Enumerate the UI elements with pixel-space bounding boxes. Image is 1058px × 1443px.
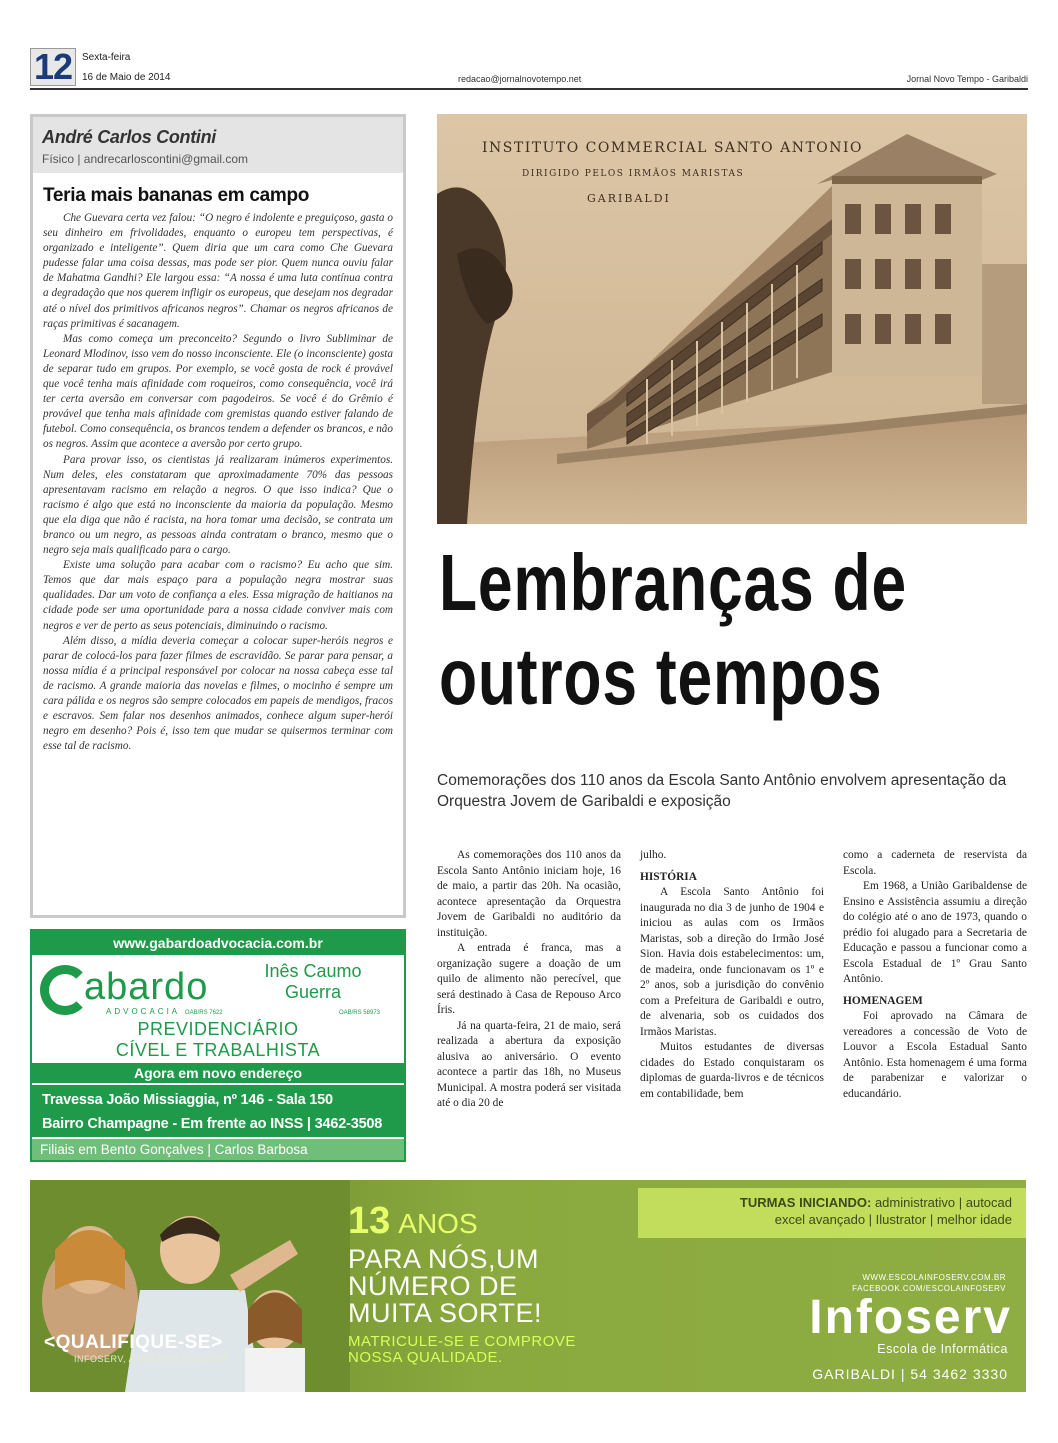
gabardo-area-line2: CÍVEL E TRABALHISTA bbox=[115, 1040, 321, 1060]
gabardo-lawyer bbox=[238, 961, 388, 1024]
article-paragraph: A entrada é franca, mas a organização sugere a doação de um quilo de alimento não perecível, que será destinado à Casa de Repouso Arco Íris. bbox=[437, 942, 621, 1016]
infoserv-courses-line1: administrativo | autocad bbox=[874, 1195, 1012, 1210]
author-name: André Carlos Contini bbox=[42, 127, 217, 147]
gabardo-lawyer-line2: Guerra bbox=[284, 982, 342, 1002]
photo-sign-line1: INSTITUTO COMMERCIAL SANTO ANTONIO bbox=[482, 140, 864, 156]
page-number: 12 bbox=[30, 48, 76, 86]
gabardo-address-line1: Travessa João Missiaggia, nº 146 - Sala 150 bbox=[42, 1092, 333, 1108]
author-role: Físico | andrecarloscontini@gmail.com bbox=[42, 152, 249, 166]
column-title: Teria mais bananas em campo bbox=[43, 185, 310, 206]
article-column-2 bbox=[640, 848, 824, 1102]
gabardo-branches: Filiais em Bento Gonçalves | Carlos Barbosa bbox=[32, 1139, 404, 1160]
infoserv-anniversary bbox=[348, 1200, 478, 1243]
column-body bbox=[33, 207, 403, 754]
gabardo-practice-areas bbox=[32, 1019, 404, 1061]
infoserv-facebook[interactable]: FACEBOOK.COM/ESCOLAINFOSERV bbox=[852, 1284, 1006, 1293]
infoserv-years-number: 13 bbox=[348, 1200, 391, 1242]
gabardo-address bbox=[32, 1085, 404, 1137]
infoserv-matricule bbox=[348, 1334, 576, 1366]
headline-line2: outros tempos bbox=[439, 632, 883, 721]
article-paragraph: Já na quarta-feira, 21 de maio, será realizada a abertura da exposição alusiva ao aniversário. O evento acontece a partir das 18h, no Museus Municipal. A mostra poderá ser visitada até o dia 20 de bbox=[437, 1019, 621, 1109]
column-paragraph: Che Guevara certa vez falou: “O negro é indolente e preguiçoso, gasta o seu dinheiro em frivolidades, enquanto o europeu tem perspectivas, é organizado e inteligente”. Quem diria que um cara como Che Guevara pudesse falar uma coisa dessas, mas pode ser pior. Quem nunca ouviu falar de Mahatma Gandhi? Ele largou essa: “A nossa é uma luta contínua contra a degradação que nos querem infligir os europeus, que desejam nos degradar até o nível dos primitivos africanos negros”. Chamar os negros africanos de raças primitivas é sacanagem. bbox=[43, 212, 393, 330]
column-paragraph: Além disso, a mídia deveria começar a colocar super-heróis negros e parar de colocá-los para fazer filmes de escravidão. Se parar para pensar, a nossa mídia é a principal responsável por colocar na nossa cabeça esse tal de racismo. A grande maioria das novelas e filmes, o mocinho é sempre um cara pálida e os negros são sempre colocados em papeis de mendigos, fracos e escravos. Sem falar nos desenhos animados, conhece algum super-herói negro em desenho? Pois é, isso tem que mudar se quisermos terminar com esse tal de racismo. bbox=[43, 634, 393, 753]
gabardo-logo-sub: ADVOCACIA OAB/RS 7622 bbox=[106, 1007, 223, 1016]
historic-school-photo bbox=[437, 114, 1027, 524]
infoserv-courses-box bbox=[638, 1188, 1026, 1238]
header-email[interactable]: redacao@jornalnovotempo.net bbox=[458, 74, 582, 84]
gabardo-area-line1: PREVIDENCIÁRIO bbox=[137, 1019, 299, 1039]
infoserv-courses-line2: excel avançado | Ilustrator | melhor idade bbox=[774, 1212, 1012, 1227]
column-paragraph: Existe uma solução para acabar com o racismo? Eu acho que sim. Temos que dar mais espaço para a população negra mostrar suas qualidades. Dar um voto de confiança a eles. Essa migração de haitianos na cidade pode ser uma oportunidade para a nossa cidade conviver mais com negros e ver de perto as seus potenciais, diminuindo o racismo. bbox=[43, 559, 393, 632]
article-paragraph: Em 1968, a União Garibaldense de Ensino e Assistência assumiu a direção do colégio até o ano de 1973, quando o prédio foi alugado para a Secretaria de Educação e passou a funcionar como a Escola Estadual de 1º Grau Santo Antônio. bbox=[843, 880, 1027, 985]
infoserv-years-word: ANOS bbox=[398, 1208, 478, 1239]
section-heading-historia: HISTÓRIA bbox=[640, 870, 697, 883]
gabardo-new-address-label: Agora em novo endereço bbox=[32, 1063, 404, 1083]
infoserv-tagline: Escola de Informática bbox=[877, 1342, 1008, 1356]
article-headline bbox=[439, 536, 907, 724]
article-column-1 bbox=[437, 848, 621, 1112]
infoserv-qualifique-sub: INFOSERV, A MELHOR ESCOLHA bbox=[74, 1354, 229, 1364]
gabardo-advertisement[interactable] bbox=[30, 929, 406, 1162]
article-paragraph: As comemorações dos 110 anos da Escola Santo Antônio iniciam hoje, 16 de maio, a partir das 20h. Na ocasião, acontece apresentação da Orquestra Jovem de Garibaldi no auditório da instituição. bbox=[437, 849, 621, 939]
infoserv-matricule-line2: NOSSA QUALIDADE. bbox=[348, 1349, 503, 1366]
header-rule bbox=[30, 88, 1028, 90]
photo-sign-line2: DIRIGIDO PELOS IRMÃOS MARISTAS bbox=[522, 169, 745, 179]
header-weekday: Sexta-feira bbox=[82, 52, 131, 63]
gabardo-address-line2: Bairro Champagne - Em frente ao INSS | 3462-3508 bbox=[42, 1116, 383, 1132]
author-bar bbox=[33, 117, 403, 173]
gabardo-g-icon bbox=[40, 965, 90, 1015]
article-subhead: Comemorações dos 110 anos da Escola Santo Antônio envolvem apresentação da Orquestra Jovem de Garibaldi e exposição bbox=[437, 772, 1007, 810]
column-paragraph: Para provar isso, os cientistas já realizaram inúmeros experimentos. Num deles, eles constataram que aproximadamente 70% das pessoas apresentavam racismo em relação a negros. O que isso indica? Que o racismo é algo que está no inconsciente da maioria da população. Mesmo que ela diga que não é racista, na hora tomar uma decisão, se contrata um branco ou um negro, as pessoas ainda contratam o branco, mesmo que o negro seja mais qualificado para o cargo. bbox=[43, 453, 393, 557]
school-building-illustration bbox=[437, 114, 1027, 524]
infoserv-matricule-line1: MATRICULE-SE E COMPROVE bbox=[348, 1333, 576, 1350]
article-column-3 bbox=[843, 848, 1027, 1102]
gabardo-oab-right: OAB/RS 58973 bbox=[338, 1010, 380, 1016]
page-header bbox=[30, 48, 1028, 90]
article-paragraph: Muitos estudantes de diversas cidades do Estado conquistaram os diplomas de guarda-livros e de técnicos em contabilidade, bem bbox=[640, 1041, 824, 1100]
infoserv-advertisement[interactable] bbox=[30, 1180, 1026, 1392]
article-paragraph: A Escola Santo Antônio foi inaugurada no dia 3 de junho de 1904 e iniciou as aulas com os Irmãos Maristas, sob a direção do Irmão José Sion. Havia dois estabelecimentos: um, de madeira, onde funcionavam os 1º e 2º anos, sob a jurisdição do convênio com a Prefeitura de Garibaldi e outro, de alvenaria, sob os cuidados dos Irmãos Maristas. bbox=[640, 886, 824, 1038]
infoserv-slogan-line1: PARA NÓS,UM bbox=[348, 1244, 540, 1274]
column-paragraph: Mas como começa um preconceito? Segundo o livro Subliminar de Leonard Mlodinov, isso vem do nosso inconsciente. Ele (o inconsciente) gosta de separar tudo em grupos. Por exemplo, se você gosta de rock é provável que você tenha mais afinidade com roqueiros, como consequência, você irá ter certa aversão em conversar com pagodeiros. Se você é do Grêmio é provável que tenha mais afinidade com gremistas quando estiver falando de futebol. Como consequência, os brancos tendem a defender os brancos, e não os negros. Assim que acontece a aversão por certo grupo. bbox=[43, 332, 393, 451]
article-continuation: julho. bbox=[640, 849, 667, 861]
photo-sign-line3: GARIBALDI bbox=[587, 192, 671, 205]
infoserv-slogan bbox=[348, 1246, 542, 1327]
section-heading-homenagem: HOMENAGEM bbox=[843, 994, 923, 1007]
gabardo-logo bbox=[38, 963, 238, 1019]
gabardo-url[interactable]: www.gabardoadvocacia.com.br bbox=[32, 931, 404, 955]
article-continuation: como a caderneta de reservista da Escola. bbox=[843, 849, 1027, 877]
header-paper-name: Jornal Novo Tempo - Garibaldi bbox=[906, 74, 1028, 84]
infoserv-slogan-line2: NÚMERO DE bbox=[348, 1271, 518, 1301]
infoserv-website[interactable]: WWW.ESCOLAINFOSERV.COM.BR bbox=[862, 1273, 1006, 1282]
infoserv-city-phone: GARIBALDI | 54 3462 3330 bbox=[812, 1366, 1008, 1382]
header-date: 16 de Maio de 2014 bbox=[82, 72, 171, 83]
infoserv-slogan-line3: MUITA SORTE! bbox=[348, 1298, 543, 1328]
gabardo-lawyer-line1: Inês Caumo bbox=[264, 961, 362, 981]
opinion-column bbox=[30, 114, 406, 918]
headline-line1: Lembranças de bbox=[439, 538, 907, 627]
gabardo-oab-left: OAB/RS 7622 bbox=[184, 1010, 223, 1016]
infoserv-brand: Infoserv bbox=[809, 1291, 1012, 1344]
gabardo-logo-name: abardo bbox=[84, 966, 209, 1008]
infoserv-courses-label: TURMAS INICIANDO: bbox=[739, 1195, 872, 1210]
infoserv-qualifique: <QUALIFIQUE-SE> bbox=[44, 1332, 223, 1353]
article-paragraph: Foi aprovado na Câmara de vereadores a concessão de Voto de Louvor a Escola Estadual Santo Antônio. Esta homenagem é uma forma de parabenizar e valorizar o educandário. bbox=[843, 1010, 1027, 1100]
